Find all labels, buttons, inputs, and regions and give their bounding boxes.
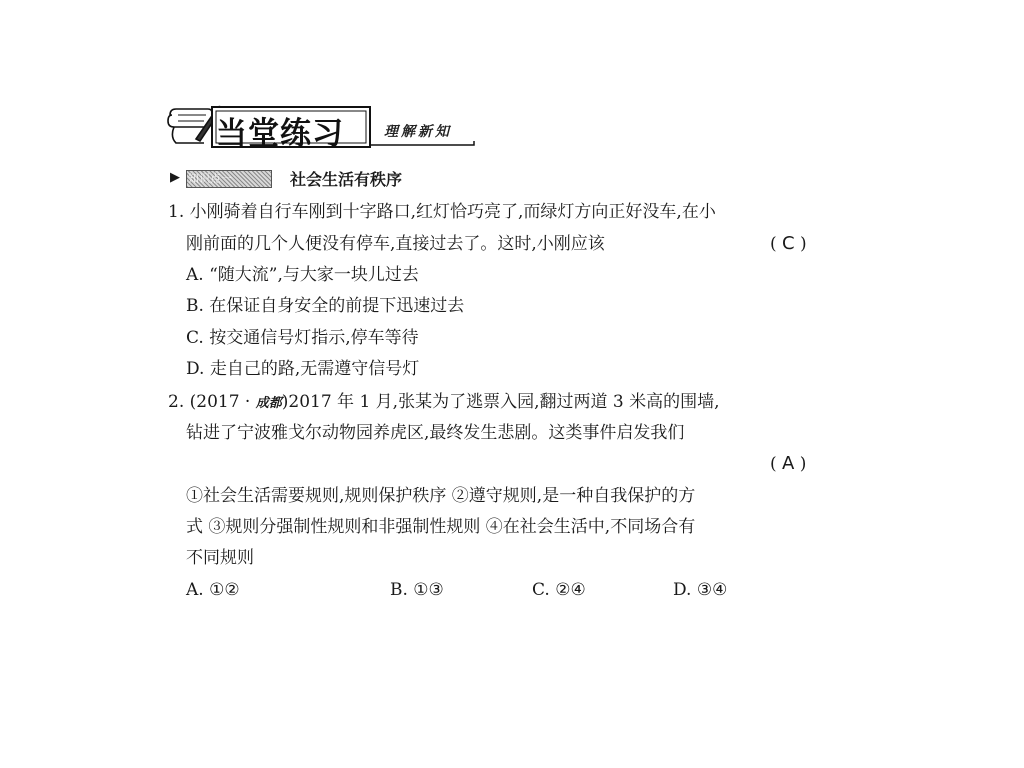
section-subtitle: 理解新知 (384, 124, 452, 140)
q2-option-c: C. ②④ (532, 580, 586, 600)
pointer-arrow-icon: ▶ (170, 170, 180, 185)
q1-option-d: D. 走自己的路,无需遵守信号灯 (186, 359, 420, 379)
q2-number-prefix: 2. (2017 · (168, 392, 256, 412)
q1-option-c: C. 按交通信号灯指示,停车等待 (186, 328, 419, 348)
q2-statements-line2: 式 ③规则分强制性规则和非强制性规则 ④在社会生活中,不同场合有 (186, 517, 696, 537)
q2-source-place: 成都 (255, 396, 282, 411)
q2-stem-line2: 钻进了宁波雅戈尔动物园养虎区,最终发生悲剧。这类事件启发我们 (186, 423, 685, 443)
q1-answer: C (782, 233, 795, 254)
q1-stem-line2: 刚前面的几个人便没有停车,直接过去了。这时,小刚应该 (186, 234, 605, 254)
q1-answer-bracket: ( C ) (770, 233, 807, 254)
q2-option-d: D. ③④ (673, 580, 728, 600)
q2-stem-line1-rest: )2017 年 1 月,张某为了逃票入园,翻过两道 3 米高的围墙, (281, 392, 720, 412)
knowledge-point-tag: 知识点一 (188, 172, 232, 185)
q2-stem-line1 (168, 391, 720, 415)
q2-answer-bracket: ( A ) (770, 453, 807, 474)
q1-option-a: A. “随大流”,与大家一块儿过去 (186, 265, 419, 285)
q1-stem-line1: 1. 小刚骑着自行车刚到十字路口,红灯恰巧亮了,而绿灯方向正好没车,在小 (168, 202, 716, 222)
q2-option-a: A. ①② (186, 580, 240, 600)
q2-statements-line3: 不同规则 (186, 548, 254, 568)
q2-statements-line1: ①社会生活需要规则,规则保护秩序 ②遵守规则,是一种自我保护的方 (186, 486, 696, 506)
q2-option-b: B. ①③ (390, 580, 444, 600)
q2-answer: A (782, 453, 795, 474)
q1-option-b: B. 在保证自身安全的前提下迅速过去 (186, 296, 465, 316)
knowledge-point-title: 社会生活有秩序 (290, 170, 403, 189)
section-title: 当堂练习 (216, 116, 344, 152)
